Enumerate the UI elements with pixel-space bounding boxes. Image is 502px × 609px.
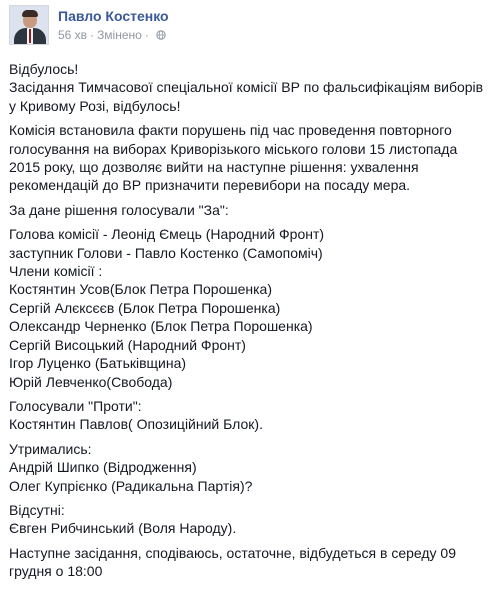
post-text-line: Олександр Черненко (Блок Петра Порошенка) — [9, 318, 313, 335]
author-avatar[interactable] — [9, 5, 49, 45]
globe-icon[interactable] — [156, 30, 166, 40]
post-text-line: Сергій Алєксєєв (Блок Петра Порошенка) — [9, 299, 281, 316]
post-text-line: Сергій Висоцький (Народний Фронт) — [9, 336, 246, 353]
post-subline — [58, 27, 169, 43]
post-text-line: у Кривому Розі, відбулось! — [9, 97, 181, 114]
post-paragraph — [9, 121, 495, 195]
meta-separator-2: · — [144, 28, 149, 42]
post-paragraph — [9, 544, 495, 581]
post-text-line: Голова комісії - Леонід Ємець (Народний Фронт) — [9, 226, 325, 243]
meta-separator: · — [90, 28, 95, 42]
post-paragraph — [9, 397, 495, 434]
post-text-line: Костянтин Усов(Блок Петра Порошенка) — [9, 281, 272, 298]
post-text-line: Члени комісії : — [9, 263, 103, 280]
post-text-line: заступник Голови - Павло Костенко (Самопоміч) — [9, 244, 323, 261]
post-text-line: голосування на виборах Криворізького міського голови 15 листопада — [9, 140, 458, 157]
post-text-line: Відбулось! — [9, 61, 79, 77]
post-text-line: Засідання Тимчасової спеціальної комісії ВР по фальсифікаціям виборів — [9, 79, 484, 96]
post-header — [9, 5, 169, 55]
post-text-line: За дане рішення голосували "За": — [9, 201, 229, 218]
post-text-line: Євген Рибчинський (Воля Народу). — [9, 520, 237, 537]
post-text-line: Комісія встановила факти порушень під час проведення повторного — [9, 122, 452, 139]
author-name-link[interactable]: Павло Костенко — [58, 8, 169, 24]
post-body — [9, 60, 495, 587]
post-paragraph — [9, 60, 495, 115]
post-text-line: грудня о 18:00 — [9, 563, 103, 580]
post-timestamp[interactable]: 56 хв — [58, 28, 88, 42]
post-text-line: рекомендацій до ВР призначити перевибори на посаду мера. — [9, 177, 411, 194]
post-paragraph — [9, 440, 495, 495]
post-text-line: Юрій Левченко(Свобода) — [9, 373, 173, 390]
post-text-line: Ігор Луценко (Батьківщина) — [9, 355, 187, 372]
post-paragraph — [9, 201, 495, 219]
post-paragraph — [9, 225, 495, 391]
post-text-line: Андрій Шипко (Відродження) — [9, 459, 197, 476]
post-text-line: Олег Купрієнко (Радикальна Партія)? — [9, 477, 253, 494]
post-text-line: Голосували "Проти": — [9, 397, 142, 414]
avatar-tie — [29, 29, 31, 43]
post-text-line: Наступне засідання, сподіваюсь, остаточне, відбудеться в середу 09 — [9, 544, 457, 561]
edited-label[interactable]: Змінено — [97, 28, 142, 42]
post-text-line: 2015 року, що дозволяє вийти на наступне рішення: ухвалення — [9, 159, 419, 176]
avatar-hair — [22, 10, 38, 17]
post-paragraph — [9, 501, 495, 538]
post-meta — [58, 7, 169, 43]
post-text-line: Відсутні: — [9, 501, 65, 518]
post-text-line: Утримались: — [9, 440, 92, 457]
post-text-line: Костянтин Павлов( Опозиційний Блок). — [9, 416, 263, 433]
